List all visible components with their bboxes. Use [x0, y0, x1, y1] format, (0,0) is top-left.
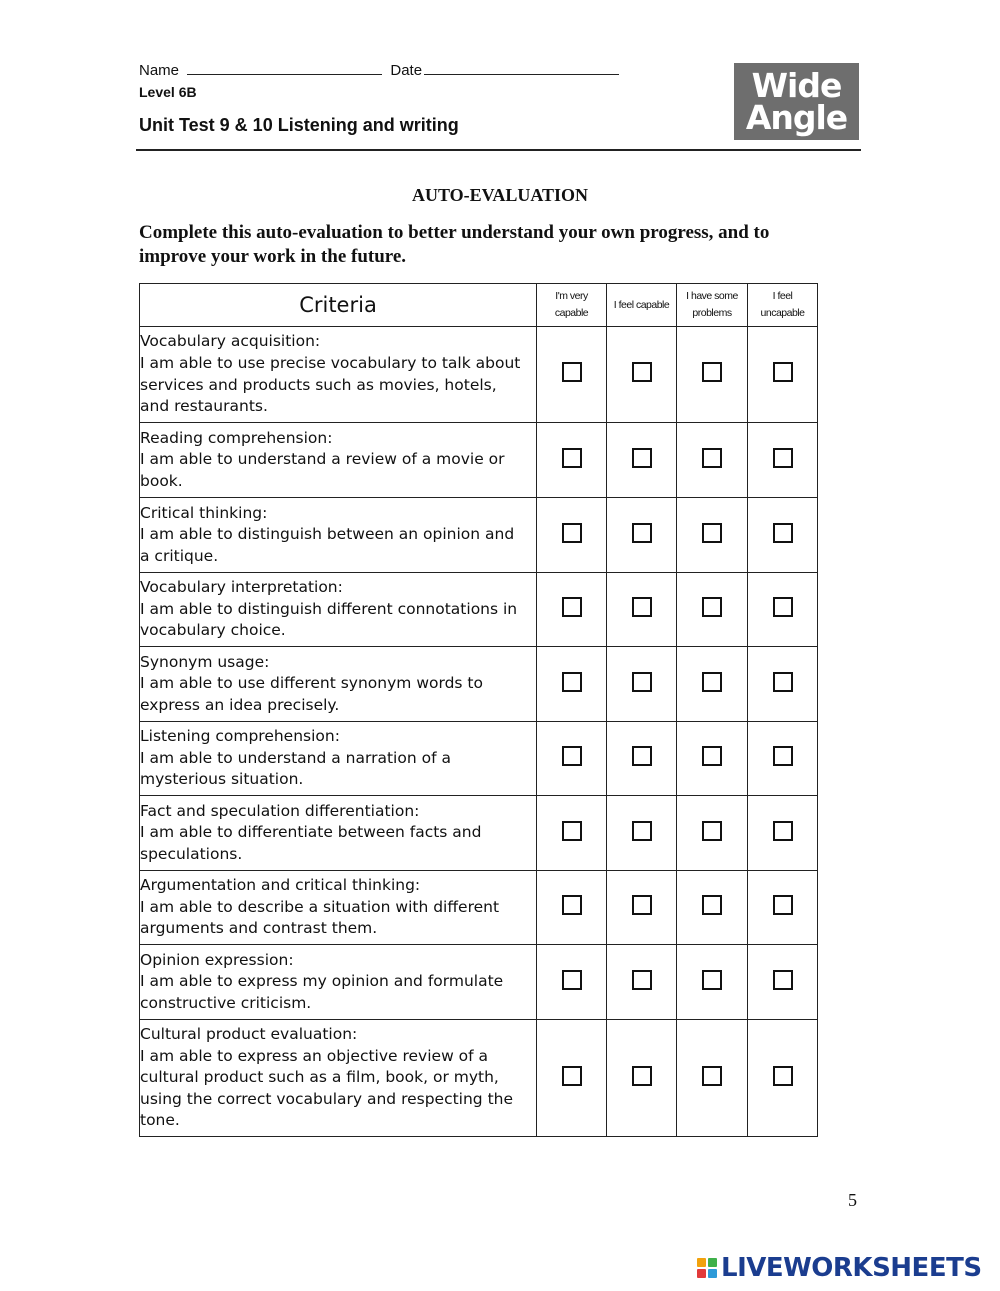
intro-line: Complete this auto-evaluation to better understand your own progress, and to — [139, 222, 770, 243]
liveworksheets-wordmark: LIVEWORKSHEETS — [721, 1253, 982, 1283]
name-date-row — [139, 61, 619, 79]
rating-checkbox[interactable] — [702, 970, 722, 990]
checkbox-cell — [537, 871, 607, 945]
rating-checkbox[interactable] — [773, 1066, 793, 1086]
option-header-line: I'm very — [555, 290, 588, 302]
criteria-cell — [140, 647, 537, 722]
criteria-line: Vocabulary acquisition: — [140, 332, 321, 351]
logo-block — [697, 1269, 706, 1278]
option-header-some-problems — [677, 284, 748, 327]
table-row — [140, 945, 818, 1020]
logo-line-1: Wide — [751, 66, 842, 106]
table-header-row — [140, 284, 818, 327]
criteria-cell — [140, 573, 537, 647]
criteria-line: Synonym usage: — [140, 652, 270, 671]
name-label: Name — [139, 62, 180, 79]
checkbox-cell — [677, 796, 748, 871]
rating-checkbox[interactable] — [702, 597, 722, 617]
criteria-line: Critical thinking: — [140, 503, 268, 522]
rating-checkbox[interactable] — [562, 746, 582, 766]
criteria-line: Opinion expression: — [140, 950, 294, 969]
rating-checkbox[interactable] — [632, 448, 652, 468]
rating-checkbox[interactable] — [702, 1066, 722, 1086]
rating-checkbox[interactable] — [632, 746, 652, 766]
criteria-line: I am able to differentiate between facts and — [140, 823, 482, 842]
criteria-cell — [140, 722, 537, 796]
table-row — [140, 327, 818, 423]
header-divider — [136, 149, 861, 151]
checkbox-cell — [537, 1020, 607, 1137]
checkbox-cell — [677, 871, 748, 945]
rating-checkbox[interactable] — [773, 448, 793, 468]
checkbox-cell — [607, 423, 677, 498]
checkbox-cell — [607, 722, 677, 796]
criteria-line: tone. — [140, 1111, 180, 1130]
criteria-cell — [140, 1020, 537, 1137]
rating-checkbox[interactable] — [702, 523, 722, 543]
table-row — [140, 498, 818, 573]
rating-checkbox[interactable] — [702, 895, 722, 915]
logo-line-2: Angle — [745, 97, 848, 137]
criteria-line: I am able to use precise vocabulary to talk about — [140, 353, 521, 372]
criteria-cell — [140, 498, 537, 573]
criteria-header: Criteria — [140, 284, 537, 327]
checkbox-cell — [748, 327, 818, 423]
page-number: 5 — [848, 1190, 857, 1210]
checkbox-cell — [677, 722, 748, 796]
criteria-line: I am able to describe a situation with different — [140, 897, 500, 916]
option-header-uncapable — [748, 284, 818, 327]
liveworksheets-logo — [697, 1253, 982, 1283]
rating-checkbox[interactable] — [562, 672, 582, 692]
wide-angle-logo — [734, 63, 859, 140]
table-row — [140, 722, 818, 796]
criteria-cell — [140, 423, 537, 498]
criteria-line: and restaurants. — [140, 397, 268, 416]
criteria-cell — [140, 945, 537, 1020]
checkbox-cell — [677, 498, 748, 573]
rating-checkbox[interactable] — [562, 821, 582, 841]
criteria-line: I am able to express an objective review of a — [140, 1046, 489, 1065]
checkbox-cell — [677, 1020, 748, 1137]
intro-line: improve your work in the future. — [139, 246, 407, 267]
criteria-line: cultural product such as a film, book, or myth, — [140, 1068, 499, 1087]
option-header-line: I feel capable — [613, 298, 670, 311]
criteria-line: I am able to understand a narration of a — [140, 748, 451, 767]
rating-checkbox[interactable] — [632, 970, 652, 990]
rating-checkbox[interactable] — [632, 362, 652, 382]
checkbox-cell — [537, 498, 607, 573]
criteria-line: Vocabulary interpretation: — [140, 578, 343, 597]
checkbox-cell — [748, 573, 818, 647]
table-row — [140, 871, 818, 945]
checkbox-cell — [537, 722, 607, 796]
intro-text — [139, 221, 829, 269]
criteria-line: book. — [140, 471, 183, 490]
rating-checkbox[interactable] — [562, 448, 582, 468]
table-row — [140, 573, 818, 647]
checkbox-cell — [537, 423, 607, 498]
unit-title: Unit Test 9 & 10 Listening and writing — [139, 115, 459, 135]
table-row — [140, 647, 818, 722]
logo-block — [708, 1269, 717, 1278]
checkbox-cell — [607, 1020, 677, 1137]
rating-checkbox[interactable] — [773, 895, 793, 915]
criteria-line: arguments and contrast them. — [140, 919, 378, 938]
rating-checkbox[interactable] — [773, 970, 793, 990]
rating-checkbox[interactable] — [773, 746, 793, 766]
criteria-line: a critique. — [140, 546, 219, 565]
page-heading: AUTO-EVALUATION — [411, 185, 589, 205]
checkbox-cell — [748, 647, 818, 722]
table-row — [140, 796, 818, 871]
rating-checkbox[interactable] — [632, 597, 652, 617]
checkbox-cell — [607, 945, 677, 1020]
criteria-line: vocabulary choice. — [140, 621, 286, 640]
checkbox-cell — [677, 945, 748, 1020]
checkbox-cell — [748, 1020, 818, 1137]
criteria-line: I am able to use different synonym words to — [140, 674, 483, 693]
criteria-line: Cultural product evaluation: — [140, 1025, 358, 1044]
checkbox-cell — [748, 945, 818, 1020]
criteria-line: I am able to express my opinion and formulate — [140, 972, 504, 991]
option-header-line: problems — [692, 307, 732, 319]
criteria-line: Argumentation and critical thinking: — [140, 876, 421, 895]
checkbox-cell — [748, 722, 818, 796]
rating-checkbox[interactable] — [562, 362, 582, 382]
option-header-line: capable — [554, 307, 589, 319]
rating-checkbox[interactable] — [632, 672, 652, 692]
criteria-line: I am able to understand a review of a movie or — [140, 450, 505, 469]
checkbox-cell — [748, 423, 818, 498]
checkbox-cell — [537, 647, 607, 722]
rating-checkbox[interactable] — [773, 672, 793, 692]
checkbox-cell — [607, 871, 677, 945]
checkbox-cell — [748, 796, 818, 871]
rating-checkbox[interactable] — [702, 821, 722, 841]
rating-checkbox[interactable] — [632, 523, 652, 543]
rating-checkbox[interactable] — [562, 970, 582, 990]
option-header-feel-capable — [607, 284, 677, 327]
criteria-line: I am able to distinguish between an opinion and — [140, 525, 515, 544]
criteria-cell — [140, 796, 537, 871]
criteria-line: Listening comprehension: — [140, 727, 340, 746]
rating-checkbox[interactable] — [702, 672, 722, 692]
checkbox-cell — [537, 796, 607, 871]
criteria-line: express an idea precisely. — [140, 695, 340, 714]
checkbox-cell — [607, 796, 677, 871]
criteria-line: Fact and speculation differentiation: — [140, 801, 420, 820]
checkbox-cell — [748, 498, 818, 573]
criteria-line: services and products such as movies, hotels, — [140, 375, 497, 394]
rating-checkbox[interactable] — [702, 362, 722, 382]
rating-checkbox[interactable] — [632, 895, 652, 915]
rating-checkbox[interactable] — [773, 821, 793, 841]
rating-checkbox[interactable] — [702, 448, 722, 468]
rating-checkbox[interactable] — [773, 523, 793, 543]
criteria-cell — [140, 327, 537, 423]
checkbox-cell — [677, 647, 748, 722]
logo-block — [697, 1258, 706, 1267]
criteria-cell — [140, 871, 537, 945]
auto-evaluation-table — [139, 283, 818, 1137]
rating-checkbox[interactable] — [632, 821, 652, 841]
rating-checkbox[interactable] — [773, 597, 793, 617]
date-label: Date — [390, 62, 423, 79]
criteria-line: constructive criticism. — [140, 993, 312, 1012]
level-label: Level 6B — [139, 84, 197, 100]
rating-checkbox[interactable] — [562, 597, 582, 617]
rating-checkbox[interactable] — [773, 362, 793, 382]
checkbox-cell — [537, 573, 607, 647]
table-body — [140, 327, 818, 1137]
name-field[interactable] — [187, 61, 382, 75]
checkbox-cell — [607, 647, 677, 722]
checkbox-cell — [607, 327, 677, 423]
rating-checkbox[interactable] — [702, 746, 722, 766]
checkbox-cell — [748, 871, 818, 945]
option-header-very-capable — [537, 284, 607, 327]
option-header-line: uncapable — [760, 307, 805, 319]
checkbox-cell — [607, 573, 677, 647]
rating-checkbox[interactable] — [562, 523, 582, 543]
rating-checkbox[interactable] — [562, 895, 582, 915]
date-field[interactable] — [424, 61, 619, 75]
option-header-line: I have some — [686, 290, 738, 302]
checkbox-cell — [607, 498, 677, 573]
checkbox-cell — [677, 423, 748, 498]
checkbox-cell — [537, 945, 607, 1020]
criteria-line: using the correct vocabulary and respecting the — [140, 1089, 514, 1108]
criteria-line: mysterious situation. — [140, 770, 304, 789]
rating-checkbox[interactable] — [632, 1066, 652, 1086]
option-header-line: I feel — [772, 290, 793, 302]
criteria-line: speculations. — [140, 844, 243, 863]
checkbox-cell — [537, 327, 607, 423]
criteria-line: I am able to distinguish different connotations in — [140, 599, 518, 618]
table-row — [140, 1020, 818, 1137]
logo-blocks-icon — [697, 1258, 717, 1278]
table-row — [140, 423, 818, 498]
logo-block — [708, 1258, 717, 1267]
checkbox-cell — [677, 327, 748, 423]
rating-checkbox[interactable] — [562, 1066, 582, 1086]
checkbox-cell — [677, 573, 748, 647]
criteria-line: Reading comprehension: — [140, 428, 333, 447]
